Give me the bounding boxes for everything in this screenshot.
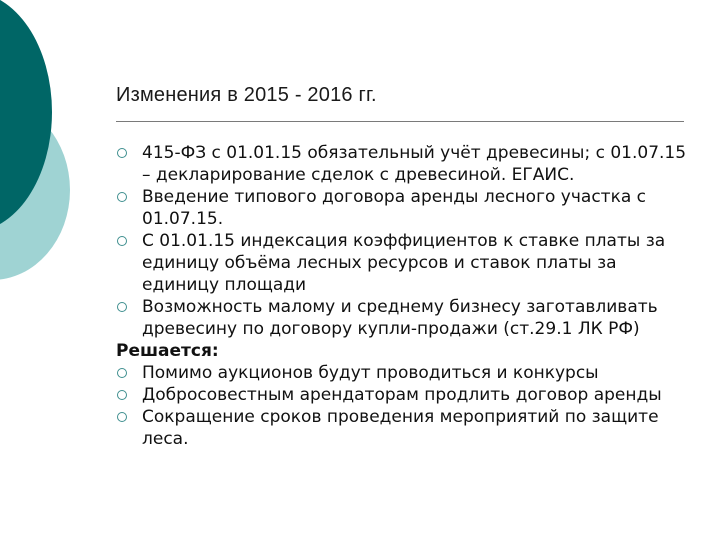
circle-outline-icon bbox=[117, 192, 127, 202]
circle-outline-icon bbox=[117, 412, 127, 422]
list-item bbox=[116, 186, 690, 230]
list-item-text: Сокращение сроков проведения мероприятий по защите леса. bbox=[142, 407, 659, 449]
list-item-text: Помимо аукционов будут проводиться и конкурсы bbox=[142, 363, 599, 383]
list-item bbox=[116, 406, 690, 450]
title-divider bbox=[116, 121, 684, 122]
list-item-text: Введение типового договора аренды лесного участка с 01.07.15. bbox=[142, 187, 647, 229]
circle-outline-icon bbox=[117, 390, 127, 400]
list-item-text: Добросовестным арендаторам продлить договор аренды bbox=[142, 385, 662, 405]
list-item-text: Возможность малому и среднему бизнесу заготавливать древесину по договору купли-продажи (ст.29.1 ЛК РФ) bbox=[142, 297, 658, 339]
list-item bbox=[116, 230, 690, 296]
list-item bbox=[116, 384, 690, 406]
list-item bbox=[116, 362, 690, 384]
list-item-text: С 01.01.15 индексация коэффициентов к ставке платы за единицу объёма лесных ресурсов и ставок платы за единицу площади bbox=[142, 231, 666, 295]
list-item bbox=[116, 142, 690, 186]
slide-title: Изменения в 2015 - 2016 гг. bbox=[116, 84, 377, 106]
circle-outline-icon bbox=[117, 368, 127, 378]
section-heading: Решается: bbox=[116, 341, 219, 361]
circle-outline-icon bbox=[117, 236, 127, 246]
circle-outline-icon bbox=[117, 148, 127, 158]
list-item-text: 415-ФЗ с 01.01.15 обязательный учёт древесины; с 01.07.15 – декларирование сделок с древесиной. ЕГАИС. bbox=[142, 143, 687, 185]
circle-outline-icon bbox=[117, 302, 127, 312]
list-item bbox=[116, 296, 690, 340]
slide-content bbox=[116, 142, 690, 450]
